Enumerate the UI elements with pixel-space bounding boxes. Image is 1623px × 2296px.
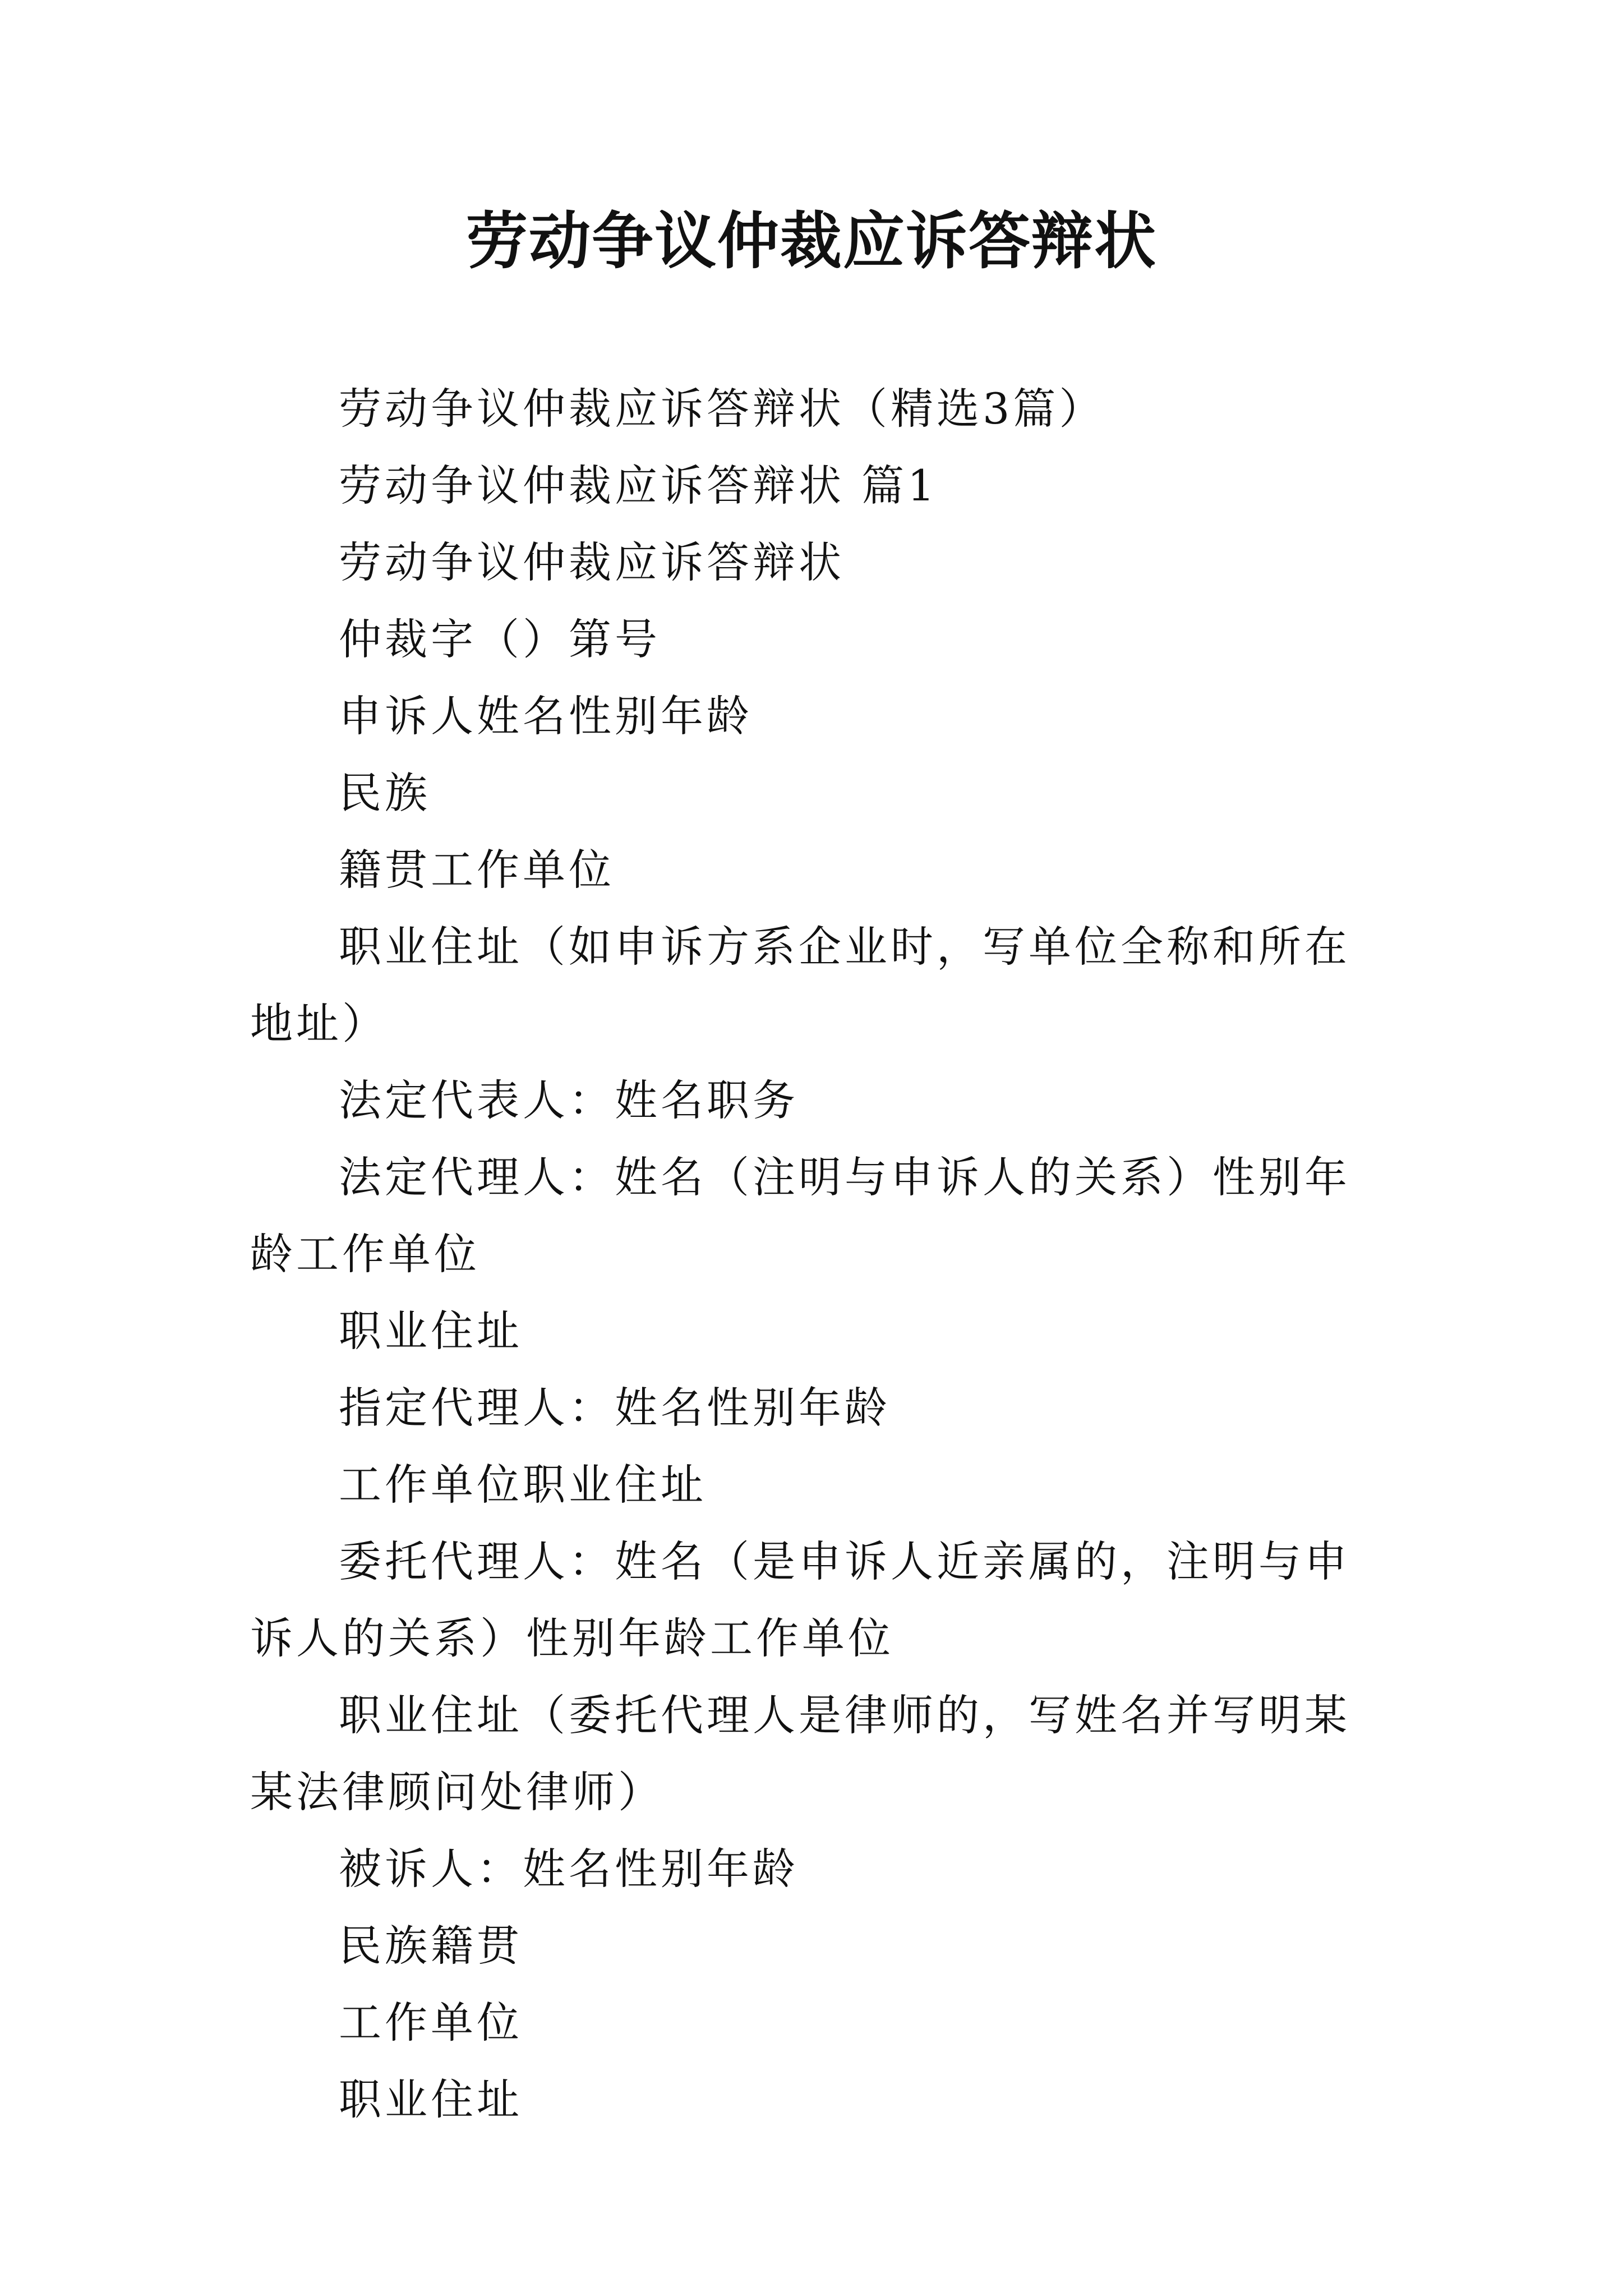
paragraph: 被诉人：姓名性别年龄 bbox=[339, 1844, 799, 1894]
paragraph: 劳动争议仲裁应诉答辩状 bbox=[339, 537, 845, 587]
paragraph: 委托代理人：姓名（是申诉人近亲属的，注明与申诉人的关系）性别年龄工作单位 bbox=[250, 1536, 1350, 1663]
paragraph: 职业住址 bbox=[339, 1306, 523, 1356]
paragraph: 籍贯工作单位 bbox=[339, 845, 615, 895]
paragraph: 指定代理人：姓名性别年龄 bbox=[339, 1383, 891, 1433]
paragraph: 职业住址（如申诉方系企业时，写单位全称和所在地址） bbox=[250, 922, 1350, 1048]
paragraph: 工作单位职业住址 bbox=[339, 1460, 707, 1510]
paragraph: 职业住址（委托代理人是律师的，写姓名并写明某某法律顾问处律师） bbox=[250, 1690, 1350, 1817]
paragraph: 法定代理人：姓名（注明与申诉人的关系）性别年龄工作单位 bbox=[250, 1152, 1350, 1279]
paragraph: 仲裁字（）第号 bbox=[339, 614, 661, 664]
document-body bbox=[250, 370, 1383, 2138]
document-title: 劳动争议仲裁应诉答辩状 bbox=[466, 205, 1157, 277]
paragraph: 工作单位 bbox=[339, 1998, 523, 2047]
paragraph: 劳动争议仲裁应诉答辩状 篇1 bbox=[339, 461, 938, 510]
paragraph: 民族 bbox=[339, 768, 431, 818]
paragraph: 法定代表人：姓名职务 bbox=[339, 1075, 799, 1125]
paragraph: 职业住址 bbox=[339, 2074, 523, 2124]
paragraph: 劳动争议仲裁应诉答辩状（精选3篇） bbox=[339, 384, 1105, 434]
paragraph: 民族籍贯 bbox=[339, 1921, 523, 1971]
paragraph: 申诉人姓名性别年龄 bbox=[339, 691, 753, 741]
